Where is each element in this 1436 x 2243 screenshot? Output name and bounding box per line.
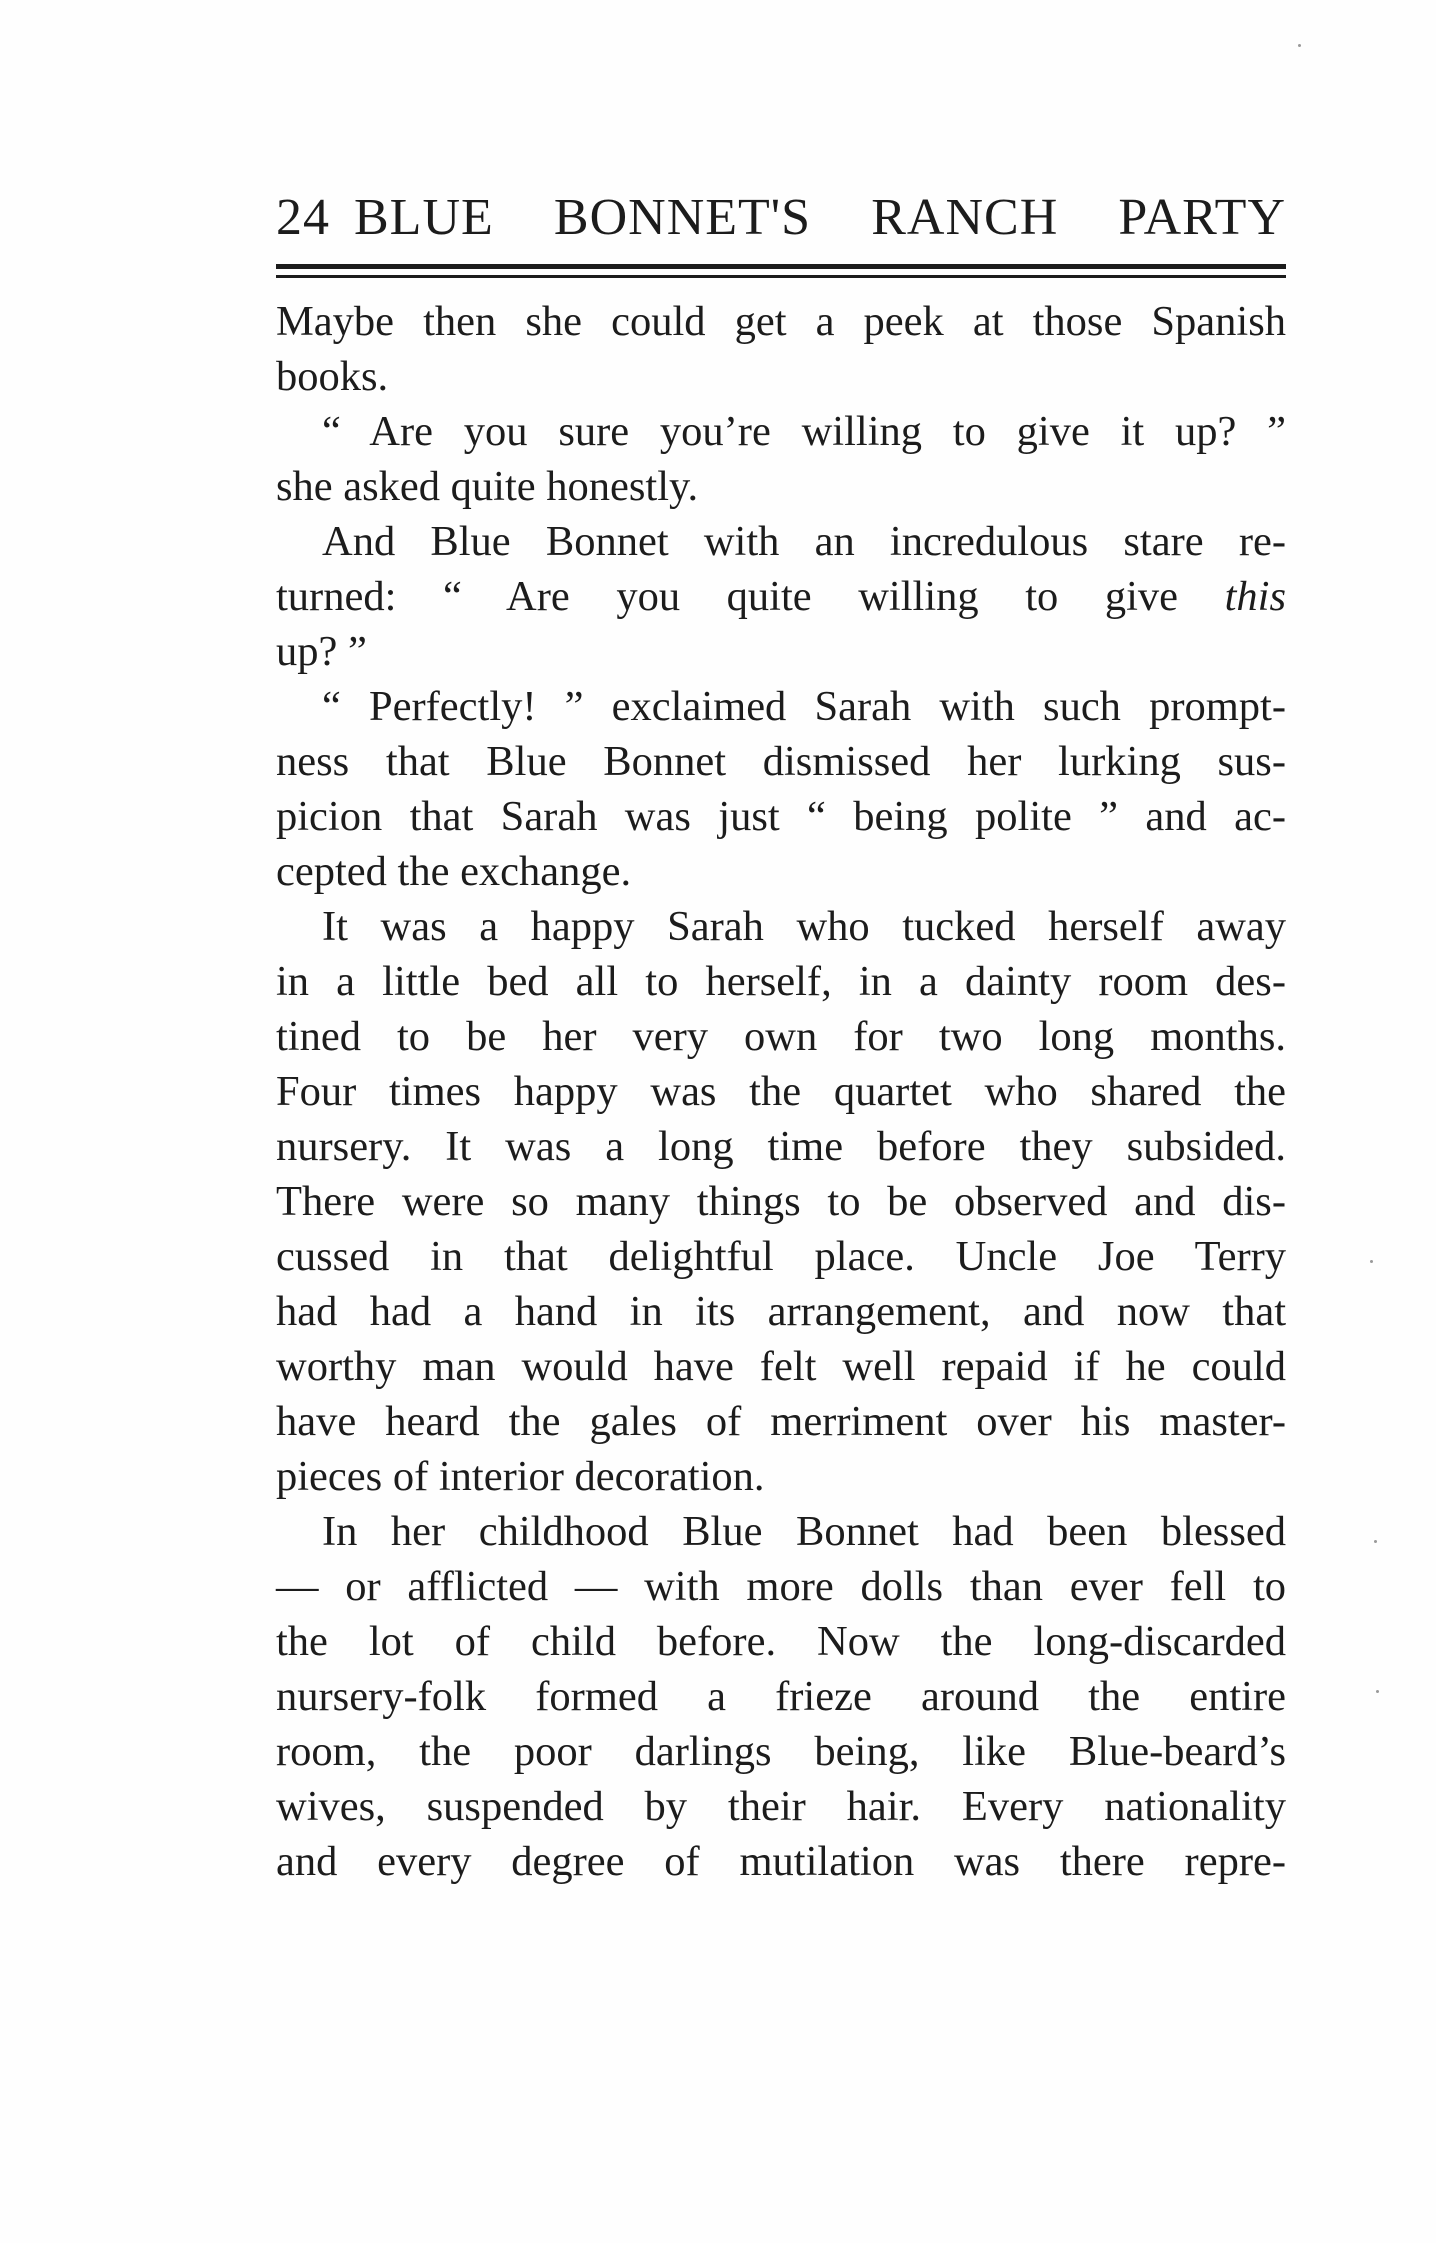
text-line: “ Perfectly! ” exclaimed Sarah with such prompt- bbox=[322, 683, 1286, 730]
text-line: picion that Sarah was just “ being polite ” and ac- bbox=[276, 793, 1286, 840]
text-line: — or afflicted — with more dolls than ever fell to bbox=[276, 1563, 1286, 1610]
text-line: cussed in that delightful place. Uncle Joe Terry bbox=[276, 1233, 1286, 1280]
running-title: BLUE BONNET'S RANCH PARTY bbox=[354, 189, 1286, 246]
text-line: worthy man would have felt well repaid if he could bbox=[276, 1343, 1286, 1390]
text-line: books. bbox=[276, 353, 389, 400]
text-line: and every degree of mutilation was there repre- bbox=[276, 1838, 1286, 1885]
body-text bbox=[276, 294, 1286, 1889]
page-number: 24 bbox=[276, 189, 330, 246]
text-line: up? ” bbox=[276, 628, 367, 675]
paper-speck bbox=[1298, 44, 1301, 47]
header-rule-thick bbox=[276, 264, 1286, 269]
text-line: she asked quite honestly. bbox=[276, 463, 699, 510]
text-line: nursery. It was a long time before they subsided. bbox=[276, 1123, 1286, 1170]
text-line: the lot of child before. Now the long-discarded bbox=[276, 1618, 1286, 1665]
text-line: Four times happy was the quartet who shared the bbox=[276, 1068, 1286, 1115]
text-line: pieces of interior decoration. bbox=[276, 1453, 765, 1500]
text-line: nursery-folk formed a frieze around the entire bbox=[276, 1673, 1286, 1720]
text-line: It was a happy Sarah who tucked herself away bbox=[322, 903, 1286, 950]
text-line: Maybe then she could get a peek at those Spanish bbox=[276, 298, 1286, 345]
header-rule-thin bbox=[276, 275, 1286, 278]
text-line: In her childhood Blue Bonnet had been blessed bbox=[322, 1508, 1286, 1555]
text-line: cepted the exchange. bbox=[276, 848, 632, 895]
text-line: ness that Blue Bonnet dismissed her lurking sus- bbox=[276, 738, 1286, 785]
text-line: “ Are you sure you’re willing to give it up? ” bbox=[322, 408, 1286, 455]
text-line: in a little bed all to herself, in a dainty room des- bbox=[276, 958, 1286, 1005]
text-line: tined to be her very own for two long months. bbox=[276, 1013, 1286, 1060]
text-line: have heard the gales of merriment over his master- bbox=[276, 1398, 1286, 1445]
text-line: had had a hand in its arrangement, and now that bbox=[276, 1288, 1286, 1335]
text-line: And Blue Bonnet with an incredulous stare re- bbox=[322, 518, 1286, 565]
text-line: There were so many things to be observed and dis- bbox=[276, 1178, 1286, 1225]
paper-speck bbox=[1374, 1540, 1377, 1543]
paper-speck bbox=[1376, 1690, 1379, 1693]
text-line: room, the poor darlings being, like Blue-beard’s bbox=[276, 1728, 1286, 1775]
text-line: wives, suspended by their hair. Every nationality bbox=[276, 1783, 1286, 1830]
text-line: turned: “ Are you quite willing to give this bbox=[276, 573, 1286, 620]
paper-speck bbox=[1370, 1260, 1373, 1263]
running-header bbox=[276, 188, 1286, 247]
